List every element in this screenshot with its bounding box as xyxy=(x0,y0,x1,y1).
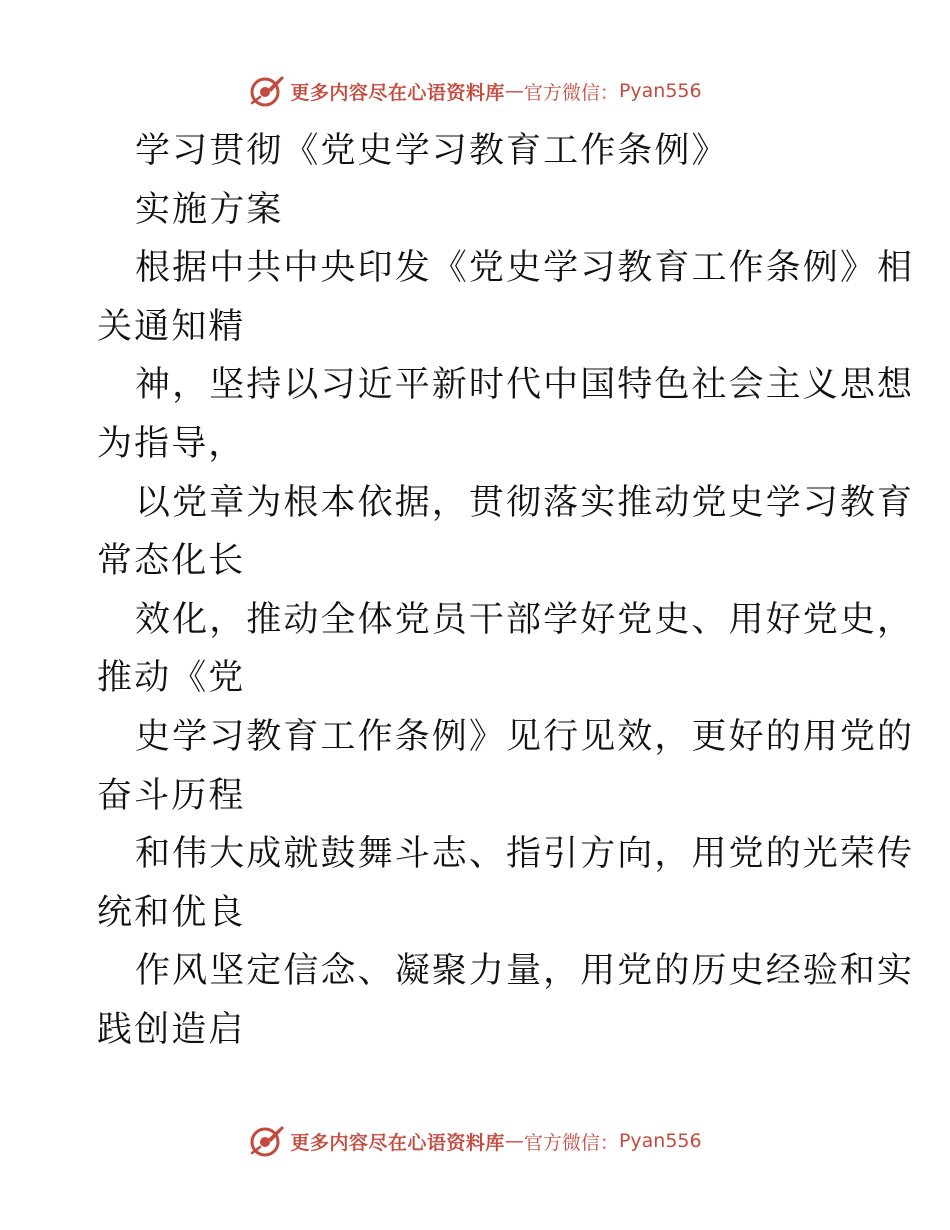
paragraph-line: 统和优良 xyxy=(97,892,246,933)
watermark-official-label: 官方微信： xyxy=(523,1131,619,1154)
paragraph-line: 效化，推动全体党员干部学好党史、用好党史， xyxy=(135,599,915,640)
document-body xyxy=(97,122,915,1060)
document-subtitle-line: 实施方案 xyxy=(135,189,284,230)
paragraph-line: 根据中共中央印发《党史学习教育工作条例》相 xyxy=(135,248,915,289)
watermark-wechat-id: Pyan556 xyxy=(618,80,702,102)
paragraph-line: 推动《党 xyxy=(97,658,246,699)
paragraph-line: 和伟大成就鼓舞斗志、指引方向，用党的光荣传 xyxy=(135,834,915,875)
watermark-wechat-id: Pyan556 xyxy=(618,1130,702,1152)
watermark-main-text: 更多内容尽在心语资料库 xyxy=(290,81,505,104)
paragraph-line: 以党章为根本依据，贯彻落实推动党史学习教育 xyxy=(135,482,915,523)
watermark-main-text: 更多内容尽在心语资料库 xyxy=(290,1131,505,1154)
watermark-dash: — xyxy=(504,1130,524,1152)
paragraph-line: 史学习教育工作条例》见行见效，更好的用党的 xyxy=(135,716,915,757)
paragraph-line: 作风坚定信念、凝聚力量，用党的历史经验和实 xyxy=(135,951,915,992)
quill-logo-icon xyxy=(248,73,286,109)
watermark-dash: — xyxy=(504,80,524,102)
header-watermark xyxy=(0,71,950,111)
quill-logo-icon xyxy=(248,1123,286,1159)
paragraph-line: 关通知精 xyxy=(97,306,246,347)
paragraph-line: 践创造启 xyxy=(97,1009,246,1050)
footer-watermark xyxy=(0,1121,950,1161)
watermark-official-label: 官方微信： xyxy=(523,81,619,104)
paragraph-line: 常态化长 xyxy=(97,541,246,582)
paragraph-line: 为指导， xyxy=(97,423,246,464)
document-title-line: 学习贯彻《党史学习教育工作条例》 xyxy=(135,131,729,171)
paragraph-line: 奋斗历程 xyxy=(97,775,246,816)
paragraph-line: 神，坚持以习近平新时代中国特色社会主义思想 xyxy=(135,365,915,406)
